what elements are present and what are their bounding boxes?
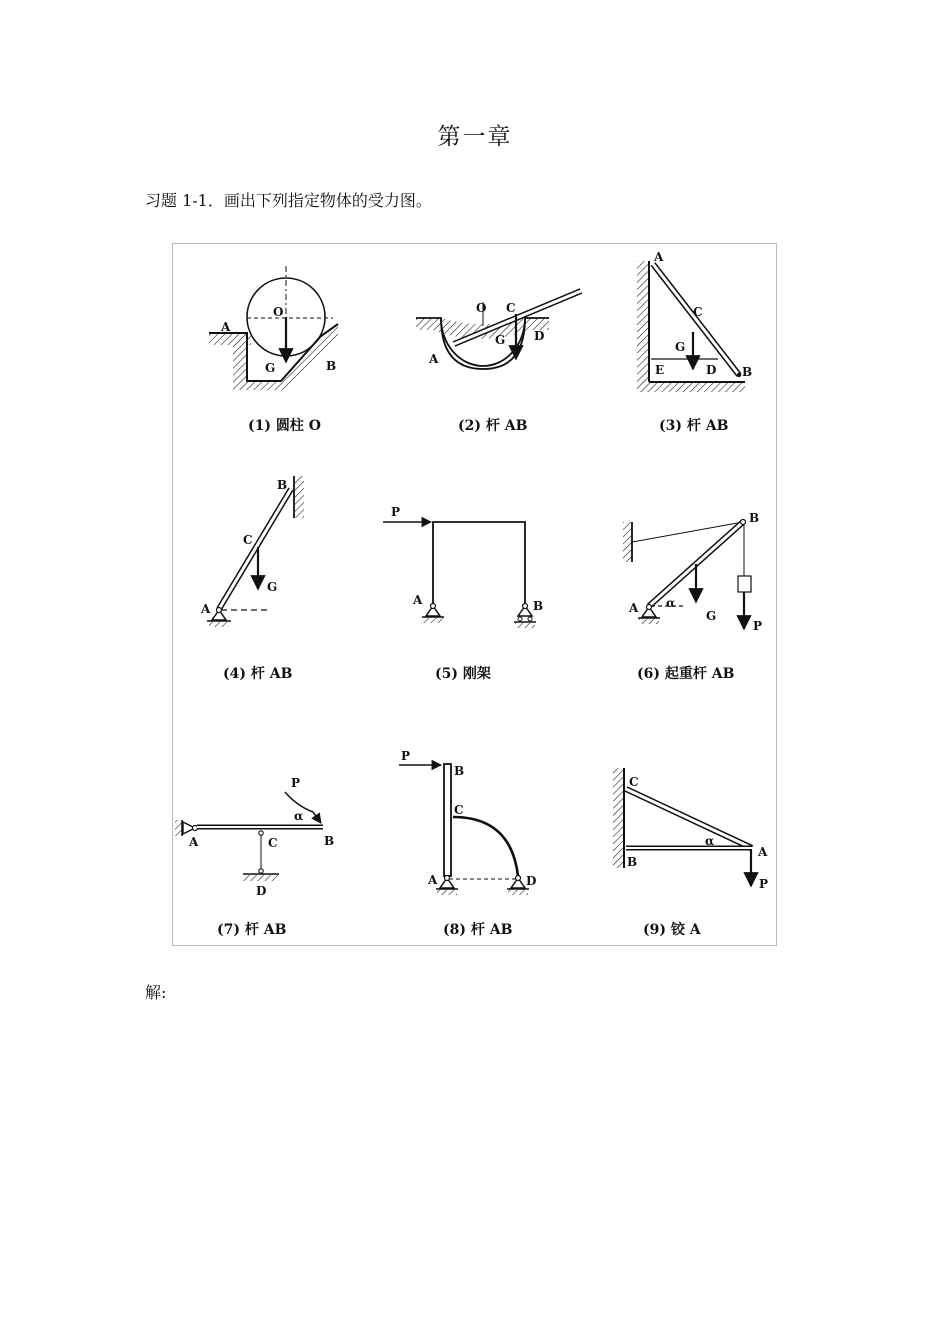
fig1-label-g: G — [265, 361, 276, 375]
fig2-label-g: G — [495, 333, 506, 347]
figure-8 — [399, 749, 536, 938]
fig3-label-d: D — [706, 363, 717, 377]
fig9-label-a: A — [758, 845, 768, 859]
fig1-label-b: B — [326, 359, 337, 373]
fig7-caption: (7) 杆 AB — [217, 922, 287, 938]
fig3-label-b: B — [742, 365, 753, 379]
fig9-label-c: C — [629, 775, 639, 789]
fig6-caption: (6) 起重杆 AB — [637, 666, 735, 682]
fig7-label-alpha: α — [294, 809, 304, 823]
figure-7 — [175, 776, 334, 938]
figure-panel — [172, 243, 777, 946]
fig4-label-b: B — [277, 478, 288, 492]
figure-3 — [637, 250, 752, 434]
fig8-label-d: D — [526, 874, 537, 888]
fig2-label-o: O — [476, 301, 487, 315]
fig9-label-b: B — [627, 855, 638, 869]
fig3-label-c: C — [693, 305, 703, 319]
fig5-label-a: A — [413, 593, 423, 607]
fig6-label-p: P — [753, 619, 763, 633]
fig5-caption: (5) 刚架 — [435, 666, 491, 682]
fig7-label-p: P — [291, 776, 301, 790]
fig2-caption: (2) 杆 AB — [458, 418, 528, 434]
solution-label: 解: — [145, 983, 167, 1002]
fig2-label-a: A — [429, 352, 439, 366]
fig7-label-b: B — [324, 834, 335, 848]
figure-drawing — [173, 244, 778, 947]
fig8-caption: (8) 杆 AB — [443, 922, 513, 938]
fig9-label-p: P — [759, 877, 769, 891]
fig1-label-a: A — [221, 320, 231, 334]
fig5-label-b: B — [533, 599, 544, 613]
fig8-label-b: B — [454, 764, 465, 778]
figure-9 — [613, 768, 768, 938]
fig3-label-a: A — [654, 250, 664, 264]
fig5-label-p: P — [391, 505, 401, 519]
problem-statement: 习题 1-1．画出下列指定物体的受力图。 — [145, 191, 432, 210]
fig8-label-p: P — [401, 749, 411, 763]
figure-4 — [200, 476, 304, 682]
fig7-label-a: A — [189, 835, 199, 849]
figure-5 — [383, 505, 543, 682]
fig4-caption: (4) 杆 AB — [223, 666, 293, 682]
fig3-label-g: G — [675, 340, 686, 354]
fig1-label-o: O — [273, 305, 284, 319]
fig6-label-g: G — [706, 609, 717, 623]
fig6-label-b: B — [749, 511, 760, 525]
fig8-label-a: A — [428, 873, 438, 887]
fig8-label-c: C — [454, 803, 464, 817]
fig6-label-a: A — [629, 601, 639, 615]
fig6-label-alpha: α — [666, 596, 676, 610]
fig7-label-c: C — [268, 836, 278, 850]
fig4-label-g: G — [267, 580, 278, 594]
fig2-label-c: C — [506, 301, 516, 315]
fig9-label-alpha: α — [705, 834, 715, 848]
fig7-label-d: D — [256, 884, 267, 898]
fig4-label-a: A — [201, 602, 211, 616]
figure-1 — [209, 266, 338, 434]
fig9-caption: (9) 铰 A — [643, 922, 701, 938]
page-title: 第一章 — [437, 124, 513, 150]
fig2-label-d: D — [534, 329, 545, 343]
fig1-caption: (1) 圆柱 O — [248, 418, 321, 434]
fig3-label-e: E — [655, 363, 665, 377]
fig3-caption: (3) 杆 AB — [659, 418, 729, 434]
figure-6 — [623, 511, 762, 682]
fig4-label-c: C — [243, 533, 253, 547]
figure-2 — [416, 291, 581, 434]
